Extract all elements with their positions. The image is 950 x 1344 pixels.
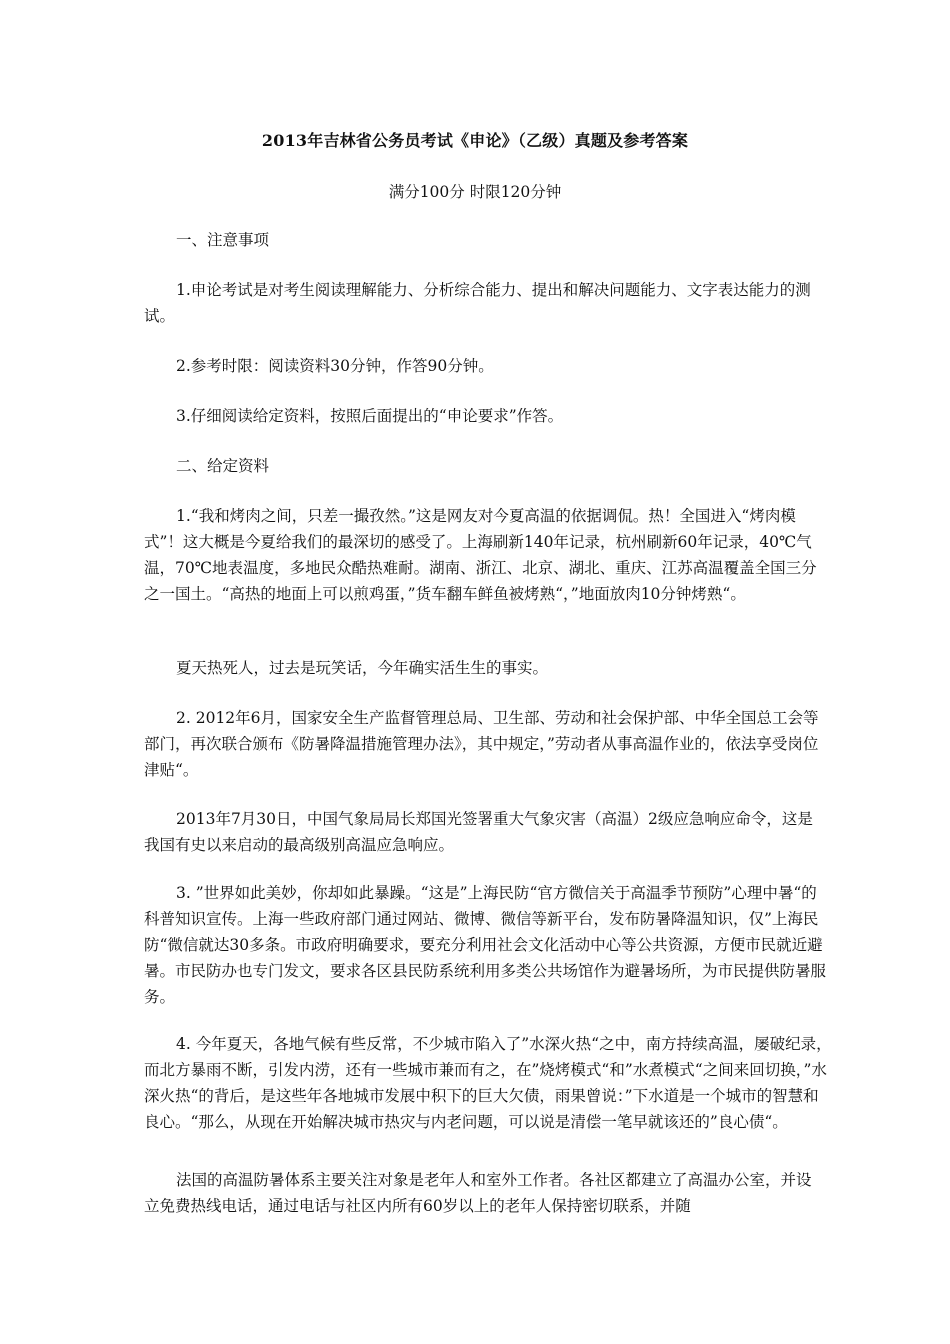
material-paragraph: 1.“我和烤肉之间，只差一撮孜然。”这是网友对今夏高温的依据调侃。热！全国进入“烤肉模式”！这大概是今夏给我们的最深切的感受了。上海刷新140年记录，杭州刷新60年记录，40℃气温，70℃地表温度，多地民众酷热难耐。湖南、浙江、北京、湖北、重庆、江苏高温覆盖全国三分之一国土。“高热的地面上可以煎鸡蛋，”货车翻车鲜鱼被烤熟“，”地面放肉10分钟烤熟“。 xyxy=(144,507,817,603)
section-heading-materials: 二、给定资料 xyxy=(176,457,270,475)
document-subtitle: 满分100分 时限120分钟 xyxy=(388,183,562,201)
note-paragraph: 1.申论考试是对考生阅读理解能力、分析综合能力、提出和解决问题能力、文字表达能力的测试。 xyxy=(144,281,811,325)
material-paragraph: 4. 今年夏天，各地气候有些反常，不少城市陷入了”水深火热“之中，南方持续高温，屡破纪录，而北方暴雨不断，引发内涝，还有一些城市兼而有之，在”烧烤模式“和”水煮模式“之间来回切换，”水深火热“的背后，是这些年各地城市发展中积下的巨大欠债，雨果曾说：”下水道是一个城市的智慧和良心。“那么，从现在开始解决城市热灾与内老问题，可以说是清偿一笔早就该还的”良心债“。 xyxy=(144,1035,832,1131)
material-paragraph: 3. ”世界如此美妙，你却如此暴躁。“这是”上海民防“官方微信关于高温季节预防”心理中暑“的科普知识宣传。上海一些政府部门通过网站、微博、微信等新平台，发布防暑降温知识，仅”上海民防“微信就达30多条。市政府明确要求，要充分利用社会文化活动中心等公共资源，方便市民就近避暑。市民防办也专门发文，要求各区县民防系统利用多类公共场馆作为避暑场所，为市民提供防暑服务。 xyxy=(144,884,827,1006)
document-title: 2013年吉林省公务员考试《申论》（乙级）真题及参考答案 xyxy=(261,131,689,150)
material-paragraph: 夏天热死人，过去是玩笑话，今年确实活生生的事实。 xyxy=(176,659,549,677)
material-paragraph: 2. 2012年6月，国家安全生产监督管理总局、卫生部、劳动和社会保护部、中华全国总工会等部门，再次联合颁布《防暑降温措施管理办法》，其中规定，”劳动者从事高温作业的，依法享受岗位津贴“。 xyxy=(144,709,819,779)
note-paragraph: 3.仔细阅读给定资料，按照后面提出的“申论要求”作答。 xyxy=(176,407,564,425)
material-paragraph: 法国的高温防暑体系主要关注对象是老年人和室外工作者。各社区都建立了高温办公室，并设立免费热线电话，通过电话与社区内所有60岁以上的老年人保持密切联系，并随 xyxy=(144,1171,812,1215)
material-paragraph: 2013年7月30日，中国气象局局长郑国光签署重大气象灾害（高温）2级应急响应命令，这是我国有史以来启动的最高级别高温应急响应。 xyxy=(144,810,813,854)
section-heading-notes: 一、注意事项 xyxy=(176,231,270,249)
note-paragraph: 2.参考时限：阅读资料30分钟，作答90分钟。 xyxy=(176,357,494,375)
